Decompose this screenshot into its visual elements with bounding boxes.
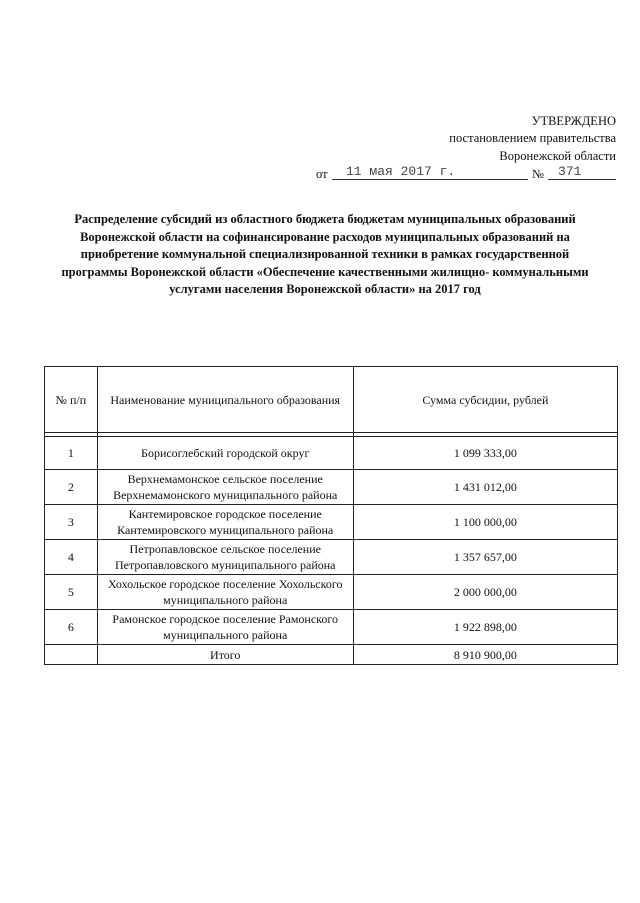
resolution-date-row [316,164,616,186]
table-row [45,437,618,470]
row-name: Хохольское городское поселение Хохольского муниципального района [97,575,353,610]
total-sum: 8 910 900,00 [353,645,617,665]
table-row [45,470,618,505]
row-num: 1 [45,437,98,470]
row-sum: 1 922 898,00 [353,610,617,645]
title-line: Воронежской области на софинансирование расходов муниципальных образований на [80,229,570,244]
title-line: Распределение субсидий из областного бюджета бюджетам муниципальных образований [74,212,576,226]
header-sum: Сумма субсидии, рублей [353,367,617,433]
row-name: Рамонское городское поселение Рамонского муниципального района [97,610,353,645]
table-row [45,610,618,645]
row-sum: 1 099 333,00 [353,437,617,470]
row-num: 2 [45,470,98,505]
row-sum: 1 357 657,00 [353,540,617,575]
row-name: Борисоглебский городской округ [97,437,353,470]
table-row [45,505,618,540]
approval-title: УТВЕРЖДЕНО [531,114,616,128]
row-num: 4 [45,540,98,575]
title-line: приобретение коммунальной специализированной техники в рамках государственной [80,247,570,261]
row-name: Петропавловское сельское поселение Петропавловского муниципального района [97,540,353,575]
row-num: 6 [45,610,98,645]
row-num: 3 [45,505,98,540]
row-name: Верхнемамонское сельское поселение Верхнемамонского муниципального района [97,470,353,505]
approval-line-2: Воронежской области [499,149,616,163]
total-label: Итого [97,645,353,665]
subsidy-table [44,366,618,665]
row-sum: 2 000 000,00 [353,575,617,610]
table-row [45,540,618,575]
document-title [55,211,595,299]
date-label: от [316,167,328,181]
row-name: Кантемировское городское поселение Кантемировского муниципального района [97,505,353,540]
total-num [45,645,98,665]
header-num: № п/п [45,367,98,433]
table-header-row [45,367,618,433]
row-num: 5 [45,575,98,610]
date-value: 11 мая 2017 г. [332,164,528,180]
number-value: 371 [548,164,616,180]
row-sum: 1 431 012,00 [353,470,617,505]
title-line: программы Воронежской области «Обеспечение качественными жилищно- коммунальными [61,264,589,279]
row-sum: 1 100 000,00 [353,505,617,540]
table-total-row [45,645,618,665]
number-label: № [532,167,544,181]
header-name: Наименование муниципального образования [97,367,353,433]
title-line: услугами населения Воронежской области» на 2017 год [169,282,481,296]
table-row [45,575,618,610]
approval-line-1: постановлением правительства [449,131,616,145]
